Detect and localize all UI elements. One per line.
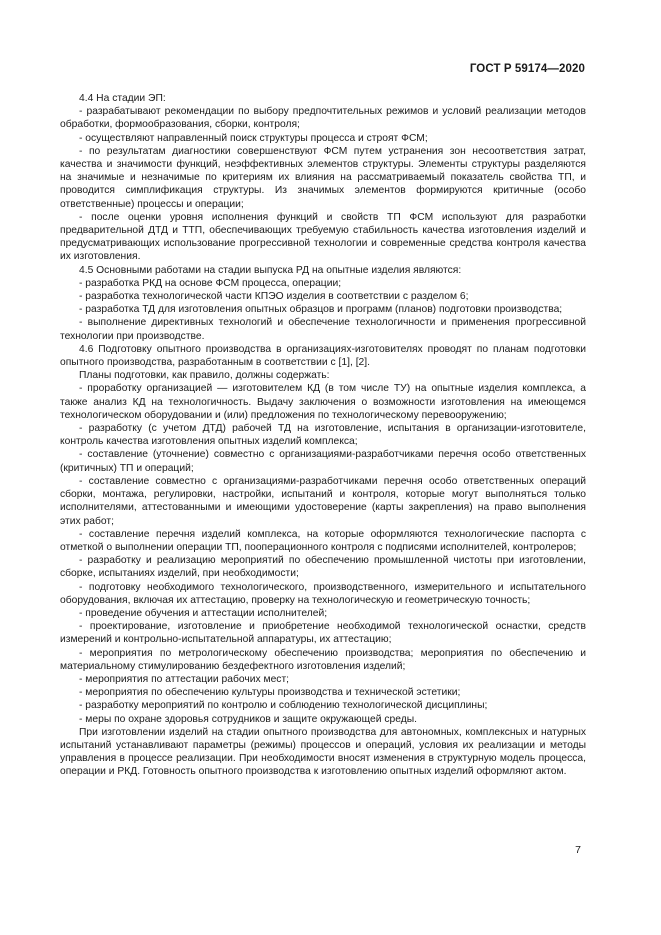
list-item: - разработка РКД на основе ФСМ процесса, операции;	[79, 277, 342, 289]
list-item: - мероприятия по метрологическому обеспечению производства; мероприятия по обеспечению и материальному стимулированию бездефектного изготовления изделий;	[60, 647, 586, 672]
list-item: - выполнение директивных технологий и обеспечение технологичности и применения прогрессивной технологии при производстве.	[60, 317, 586, 342]
paragraph-clause-4-4: 4.4 На стадии ЭП:	[79, 93, 166, 104]
list-item: - по результатам диагностики совершенствуют ФСМ путем устранения зон несоответствия затрат, качества и значимости функций, неэффективных элементов структуры. Элементы структуры разделяются на значимые и незначимые по критериям их влияния на рассматриваемый показатель свойства ТП, и проводится симплификация структуры. Из значимых элементов формируются критичные (особо ответственные) процессы и операции;	[60, 145, 586, 210]
document-body	[60, 92, 586, 779]
list-item: - разработку (с учетом ДТД) рабочей ТД на изготовление, испытания в организации-изготовителе, контроль качества изготовления опытных изделий комплекса;	[60, 423, 586, 448]
list-item: - мероприятия по аттестации рабочих мест;	[79, 673, 290, 685]
list-item: - составление перечня изделий комплекса, на которые оформляются технологические паспорта с отметкой о выполнении операции ТП, пооперационного контроля с подписями исполнителей, контролеров;	[60, 528, 586, 553]
list-item: - разработка технологической части КПЭО изделия в соответствии с разделом 6;	[79, 291, 469, 303]
list-item: - составление совместно с организациями-разработчиками перечня особо ответственных операций сборки, монтажа, регулировки, настройки, испытаний и контроля, которые могут выполняться только исполнителями, аттестованными и имеющими удостоверение (карты закрепления) на право выполнения этих работ;	[60, 475, 586, 527]
page-number: 7	[575, 844, 581, 856]
list-item: - разработку мероприятий по контролю и соблюдению технологической дисциплины;	[79, 700, 488, 712]
list-item: - разработка ТД для изготовления опытных образцов и программ (планов) подготовки производства;	[79, 304, 563, 316]
document-id-header: ГОСТ Р 59174—2020	[469, 63, 585, 75]
list-item: - разрабатывают рекомендации по выбору предпочтительных режимов и условий реализации методов обработки, формообразования, сборки, контроля;	[60, 106, 586, 131]
list-item: - меры по охране здоровья сотрудников и защите окружающей среды.	[79, 713, 417, 725]
list-item: - мероприятия по обеспечению культуры производства и технической эстетики;	[79, 687, 461, 699]
list-item: - осуществляют направленный поиск структуры процесса и строят ФСМ;	[79, 132, 428, 144]
paragraph-closing: При изготовлении изделий на стадии опытного производства для автономных, комплексных и натурных испытаний устанавливают параметры (режимы) процессов и операций, условия их реализации и методы управления в процессе реализации. При необходимости вносят изменения в структурную модель процесса, операции и РКД. Готовность опытного производства к изготовлению опытных изделий оформляют актом.	[60, 726, 586, 778]
list-item: - проработку организацией — изготовителем КД (в том числе ТУ) на опытные изделия комплекса, а также анализ КД на технологичность. Выдачу заключения о возможности изготовления на имеющемся технологическом оборудовании и (или) предложения по технологическому перевооружению;	[60, 383, 586, 421]
paragraph-clause-4-6: 4.6 Подготовку опытного производства в организациях-изготовителях проводят по планам подготовки опытного производства, разработанным в соответствии с [1], [2].	[60, 343, 586, 369]
list-item: - после оценки уровня исполнения функций и свойств ТП ФСМ используют для разработки предварительной ДТД и ТТП, обеспечивающих требуемую стабильность качества изготовления изделий и предусматривающих использование прогрессивной технологии и современные средства контроля качества их изготовления.	[60, 211, 586, 263]
list-item: - проектирование, изготовление и приобретение необходимой технологической оснастки, средств измерений и контрольно-испытательной аппаратуры, их аттестацию;	[60, 621, 586, 646]
list-item: - составление (уточнение) совместно с организациями-разработчиками перечня особо ответственных (критичных) ТП и операций;	[60, 449, 586, 474]
list-item: - проведение обучения и аттестации исполнителей;	[79, 607, 328, 619]
list-item: - подготовку необходимого технологического, производственного, измерительного и испытательного оборудования, включая их аттестацию, проверку на технологическую и геометрическую точность;	[60, 581, 586, 606]
paragraph-clause-4-5: 4.5 Основными работами на стадии выпуска РД на опытные изделия являются:	[79, 264, 462, 276]
list-item: - разработку и реализацию мероприятий по обеспечению промышленной чистоты при изготовлении, сборке, испытаниях изделий, при необходимости;	[60, 555, 586, 580]
paragraph-plans-intro: Планы подготовки, как правило, должны содержать:	[79, 370, 330, 382]
